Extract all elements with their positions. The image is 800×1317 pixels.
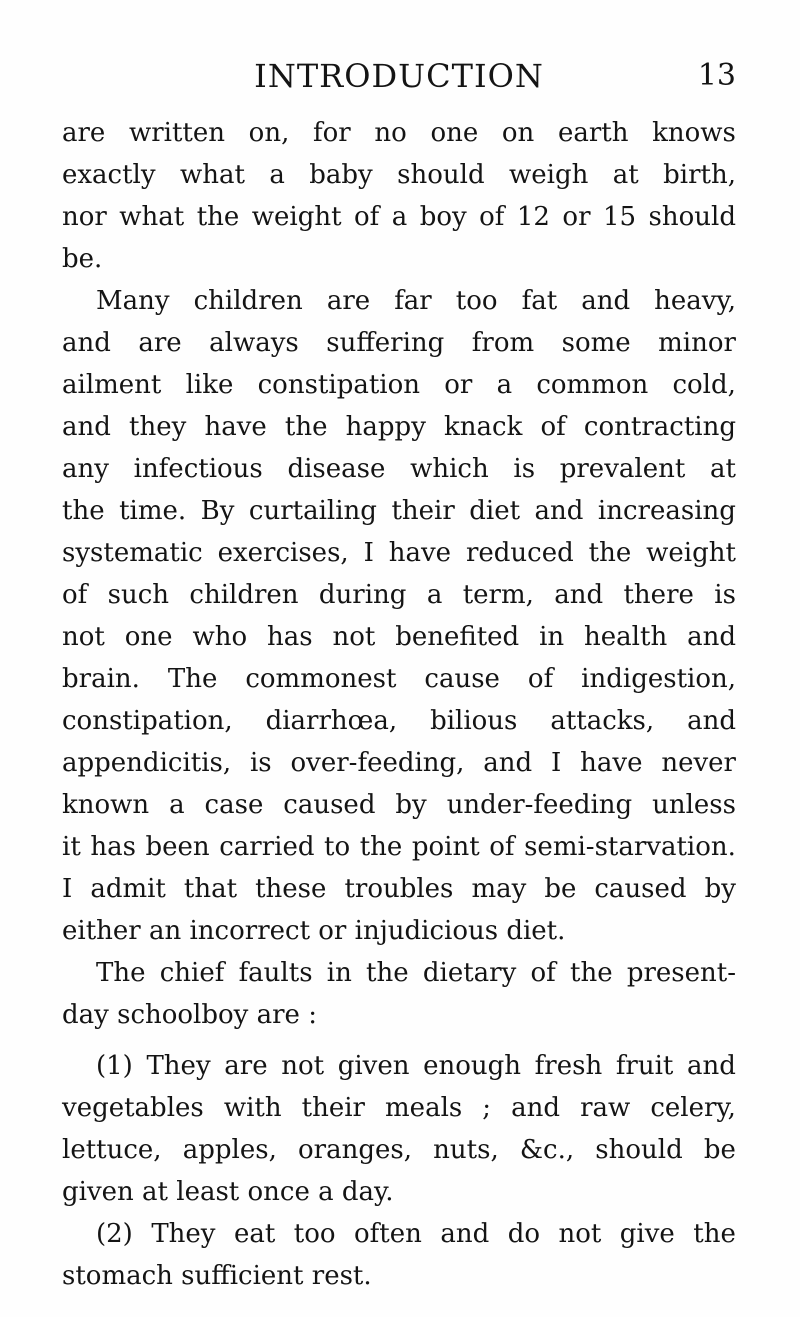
text-line: known a case caused by under-feeding unless xyxy=(62,790,736,820)
text-line: any infectious disease which is prevalent at xyxy=(62,454,736,484)
text-line: systematic exercises, I have reduced the weight xyxy=(62,538,736,568)
text-line: ailment like constipation or a common cold, xyxy=(62,370,736,400)
text-line: the time. By curtailing their diet and increasing xyxy=(62,496,736,526)
page-number: 13 xyxy=(697,58,736,93)
text-line: (2) They eat too often and do not give the xyxy=(96,1219,736,1249)
text-line: and are always suffering from some minor xyxy=(62,328,736,358)
text-line: lettuce, apples, oranges, nuts, &c., should be xyxy=(62,1135,736,1165)
text-line: constipation, diarrhœa, bilious attacks, and xyxy=(62,706,736,736)
text-line: vegetables with their meals ; and raw celery, xyxy=(62,1093,736,1123)
text-line: it has been carried to the point of semi-starvation. xyxy=(62,832,736,862)
text-line: The chief faults in the dietary of the present- xyxy=(96,958,736,988)
text-line: either an incorrect or injudicious diet. xyxy=(62,916,566,946)
body-text xyxy=(62,112,736,1297)
text-line: of such children during a term, and there is xyxy=(62,580,736,610)
text-line: nor what the weight of a boy of 12 or 15 should xyxy=(62,202,736,232)
running-header xyxy=(62,54,736,98)
text-line: brain. The commonest cause of indigestion, xyxy=(62,664,736,694)
text-line: I admit that these troubles may be caused by xyxy=(62,874,736,904)
text-line: (1) They are not given enough fresh fruit and xyxy=(96,1051,736,1081)
text-line: appendicitis, is over-feeding, and I have never xyxy=(62,748,736,778)
text-line: not one who has not benefited in health and xyxy=(62,622,736,652)
text-line: be. xyxy=(62,244,103,274)
chapter-title: INTRODUCTION xyxy=(254,57,544,95)
text-line: given at least once a day. xyxy=(62,1177,394,1207)
text-line: stomach sufficient rest. xyxy=(62,1261,372,1291)
text-line: and they have the happy knack of contracting xyxy=(62,412,736,442)
text-line: day schoolboy are : xyxy=(62,1000,317,1030)
text-line: are written on, for no one on earth knows xyxy=(62,118,736,148)
text-line: exactly what a baby should weigh at birth, xyxy=(62,160,736,190)
text-line: Many children are far too fat and heavy, xyxy=(96,286,736,316)
